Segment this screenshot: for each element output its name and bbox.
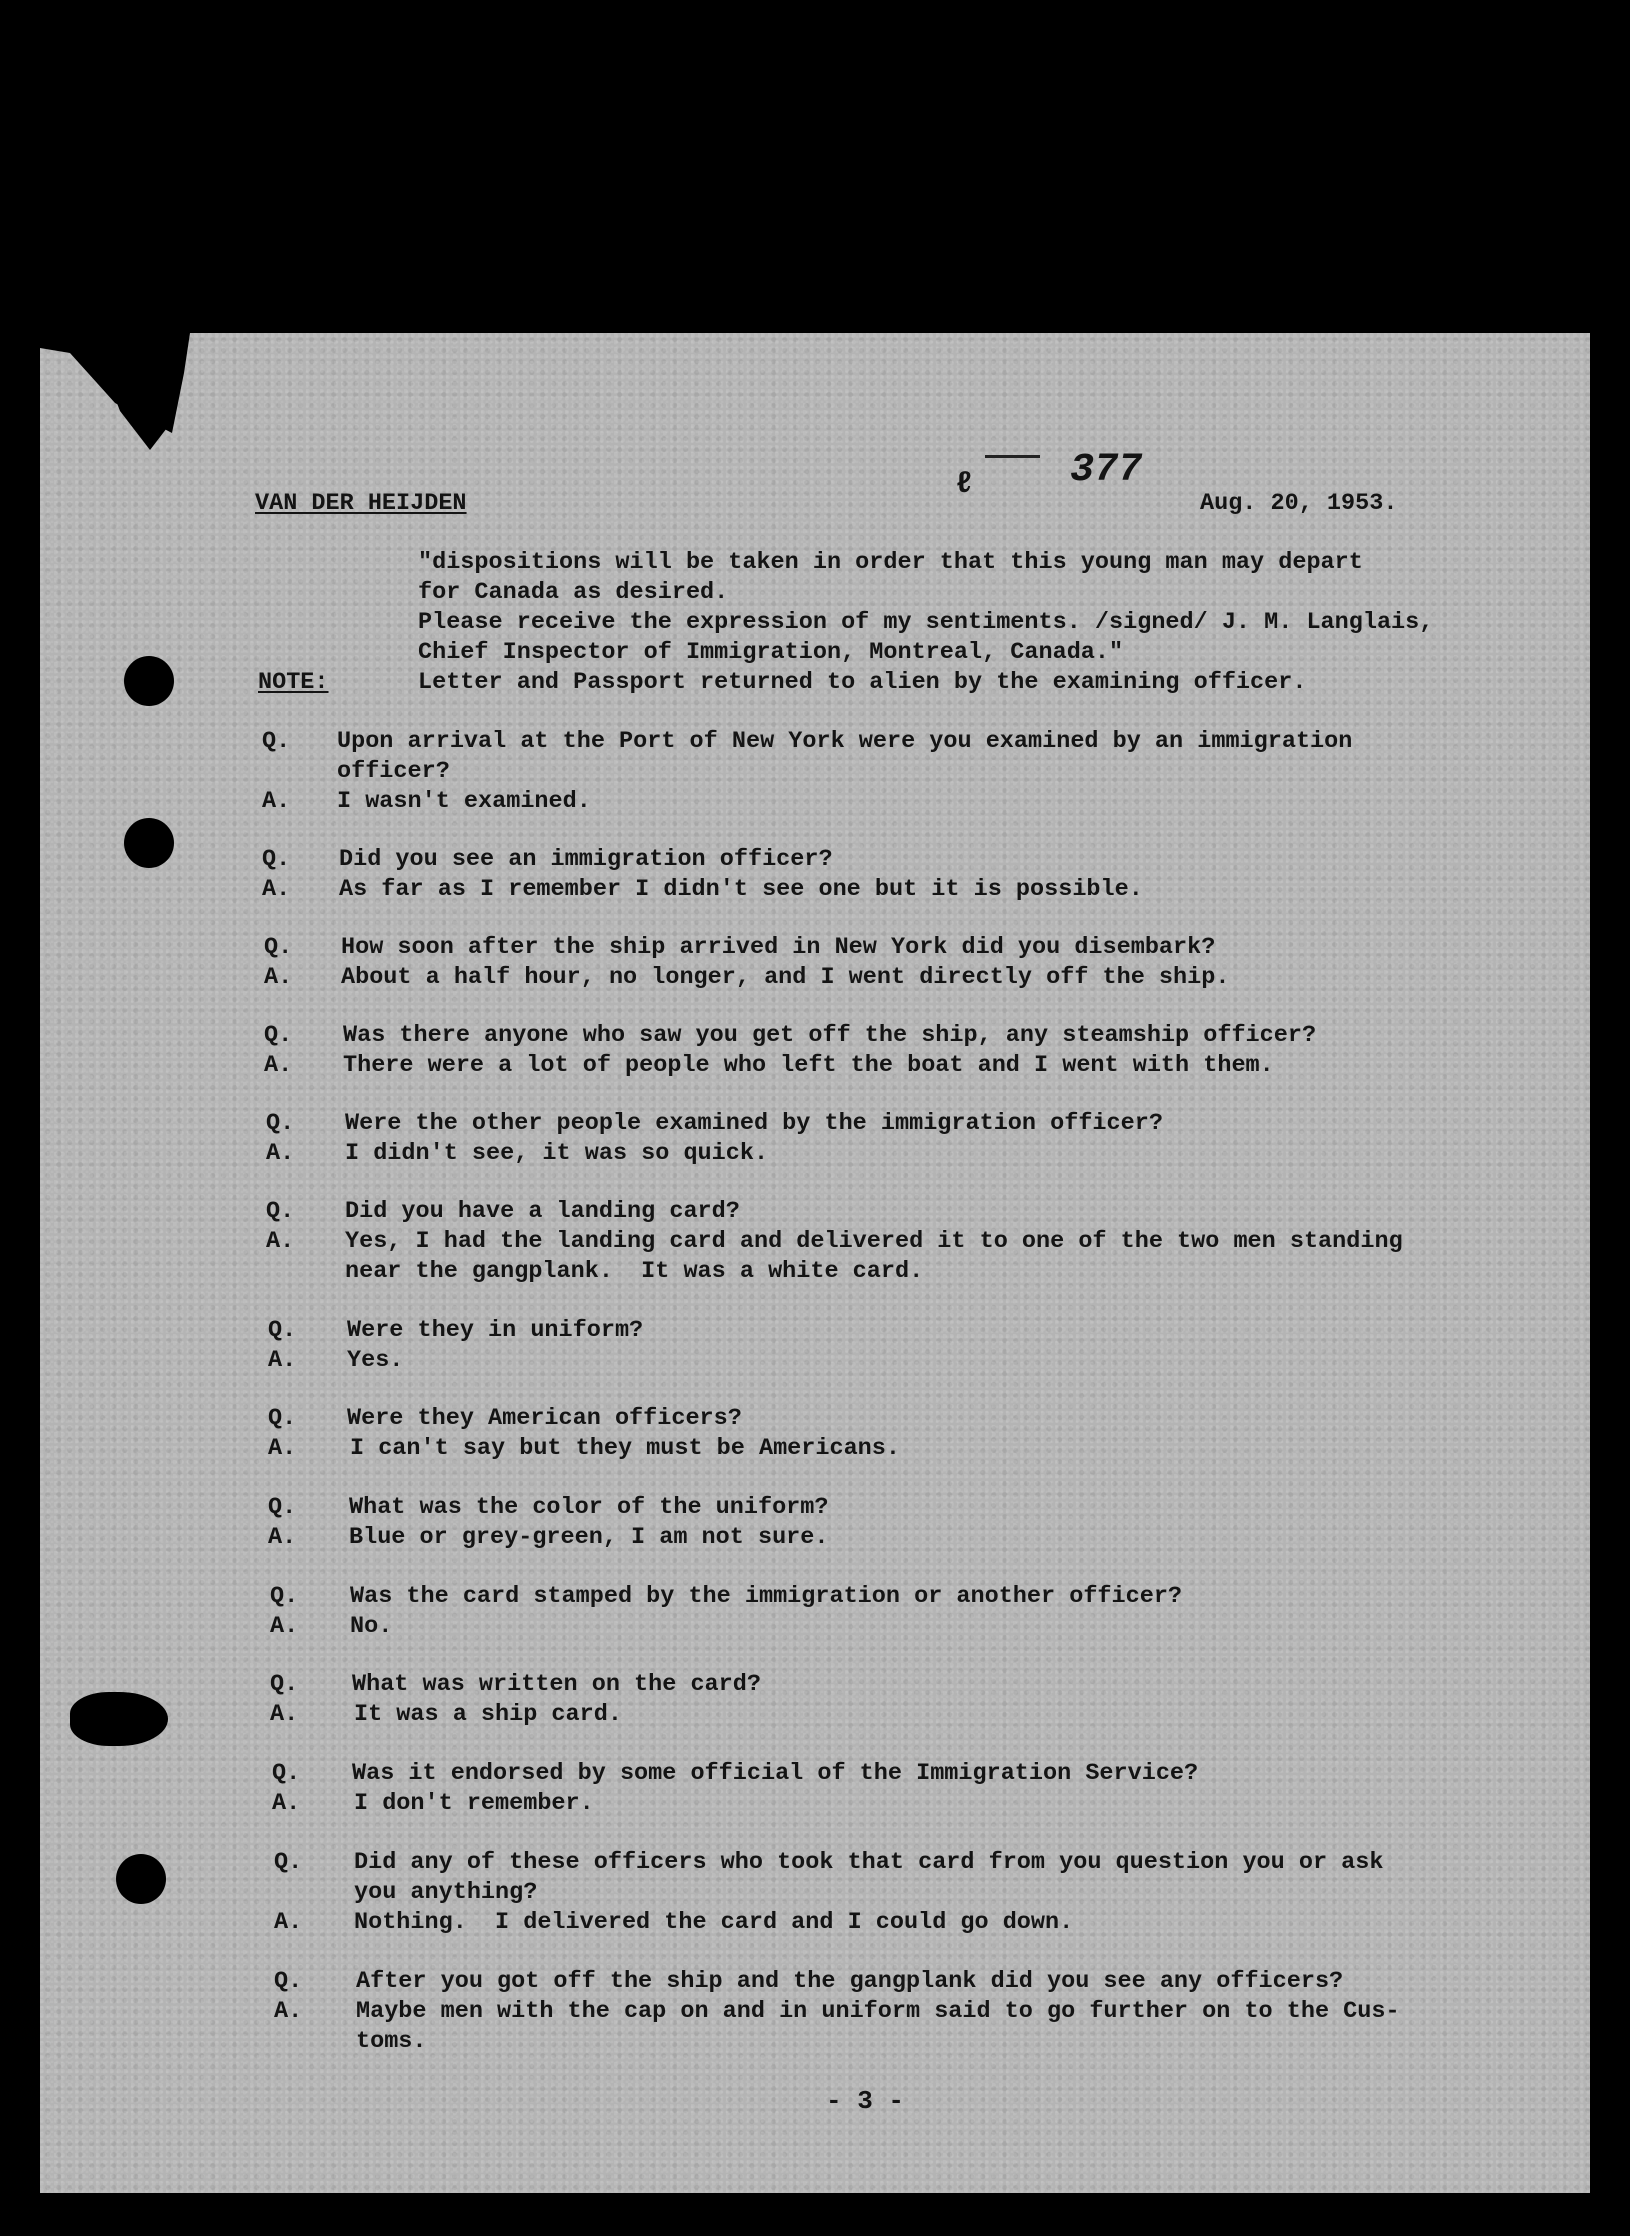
answer-line: Yes. bbox=[347, 1347, 404, 1374]
note-label: NOTE: bbox=[258, 669, 329, 696]
question-line: How soon after the ship arrived in New York did you disembark? bbox=[341, 934, 1216, 961]
binder-mark bbox=[70, 1692, 168, 1746]
a-label: A. bbox=[262, 876, 291, 903]
note-text: Letter and Passport returned to alien by the examining officer. bbox=[418, 669, 1307, 696]
a-label: A. bbox=[268, 1435, 297, 1462]
question-line: What was written on the card? bbox=[352, 1671, 761, 1698]
answer-line: Blue or grey-green, I am not sure. bbox=[349, 1524, 829, 1551]
q-label: Q. bbox=[264, 1022, 293, 1049]
question-line: Upon arrival at the Port of New York were you examined by an immigration bbox=[337, 728, 1353, 755]
question-line: Did any of these officers who took that card from you question you or ask bbox=[354, 1849, 1384, 1876]
a-label: A. bbox=[266, 1140, 295, 1167]
answer-line: Yes, I had the landing card and delivered it to one of the two men standing bbox=[345, 1228, 1403, 1255]
question-line: Did you see an immigration officer? bbox=[339, 846, 833, 873]
question-line: Was the card stamped by the immigration or another officer? bbox=[350, 1583, 1183, 1610]
question-line: officer? bbox=[337, 758, 450, 785]
question-line: What was the color of the uniform? bbox=[349, 1494, 829, 1521]
a-label: A. bbox=[264, 964, 293, 991]
q-label: Q. bbox=[272, 1760, 301, 1787]
q-label: Q. bbox=[268, 1405, 297, 1432]
question-line: Were they American officers? bbox=[347, 1405, 742, 1432]
q-label: Q. bbox=[270, 1583, 299, 1610]
letter-line: Please receive the expression of my sentiments. /signed/ J. M. Langlais, bbox=[418, 609, 1434, 636]
punch-hole bbox=[124, 818, 174, 868]
question-line: Were they in uniform? bbox=[347, 1317, 644, 1344]
answer-line: Nothing. I delivered the card and I could go down. bbox=[354, 1909, 1074, 1936]
question-line: Was there anyone who saw you get off the ship, any steamship officer? bbox=[343, 1022, 1317, 1049]
stamp-mark: ℓ bbox=[955, 468, 974, 502]
question-line: Did you have a landing card? bbox=[345, 1198, 740, 1225]
answer-line: near the gangplank. It was a white card. bbox=[345, 1258, 924, 1285]
subject-name: VAN DER HEIJDEN bbox=[255, 490, 467, 517]
answer-line: I can't say but they must be Americans. bbox=[350, 1435, 900, 1462]
letter-line: "dispositions will be taken in order that this young man may depart bbox=[418, 549, 1363, 576]
answer-line: I wasn't examined. bbox=[337, 788, 591, 815]
a-label: A. bbox=[270, 1613, 299, 1640]
q-label: Q. bbox=[274, 1968, 303, 1995]
question-line: Was it endorsed by some official of the Immigration Service? bbox=[352, 1760, 1199, 1787]
answer-line: There were a lot of people who left the boat and I went with them. bbox=[343, 1052, 1274, 1079]
q-label: Q. bbox=[264, 934, 293, 961]
a-label: A. bbox=[262, 788, 291, 815]
q-label: Q. bbox=[274, 1849, 303, 1876]
question-line: you anything? bbox=[354, 1879, 538, 1906]
answer-line: It was a ship card. bbox=[354, 1701, 622, 1728]
question-line: After you got off the ship and the gangplank did you see any officers? bbox=[356, 1968, 1344, 1995]
answer-line: I didn't see, it was so quick. bbox=[345, 1140, 769, 1167]
a-label: A. bbox=[268, 1524, 297, 1551]
q-label: Q. bbox=[266, 1110, 295, 1137]
stamp-number: 377 bbox=[1070, 448, 1143, 493]
punch-hole bbox=[124, 656, 174, 706]
q-label: Q. bbox=[268, 1494, 297, 1521]
q-label: Q. bbox=[268, 1317, 297, 1344]
punch-hole bbox=[116, 1854, 166, 1904]
document-date: Aug. 20, 1953. bbox=[1200, 490, 1398, 517]
a-label: A. bbox=[270, 1701, 299, 1728]
answer-line: About a half hour, no longer, and I went directly off the ship. bbox=[341, 964, 1230, 991]
stamp-dash bbox=[985, 455, 1040, 458]
answer-line: Maybe men with the cap on and in uniform said to go further on to the Cus- bbox=[356, 1998, 1400, 2025]
question-line: Were the other people examined by the immigration officer? bbox=[345, 1110, 1163, 1137]
page-number: - 3 - bbox=[826, 2086, 905, 2116]
a-label: A. bbox=[266, 1228, 295, 1255]
answer-line: toms. bbox=[356, 2028, 427, 2055]
letter-line: for Canada as desired. bbox=[418, 579, 729, 606]
q-label: Q. bbox=[262, 846, 291, 873]
a-label: A. bbox=[272, 1790, 301, 1817]
answer-line: I don't remember. bbox=[354, 1790, 594, 1817]
a-label: A. bbox=[274, 1998, 303, 2025]
answer-line: No. bbox=[350, 1613, 393, 1640]
letter-line: Chief Inspector of Immigration, Montreal, Canada." bbox=[418, 639, 1124, 666]
q-label: Q. bbox=[266, 1198, 295, 1225]
q-label: Q. bbox=[262, 728, 291, 755]
a-label: A. bbox=[264, 1052, 293, 1079]
a-label: A. bbox=[268, 1347, 297, 1374]
a-label: A. bbox=[274, 1909, 303, 1936]
q-label: Q. bbox=[270, 1671, 299, 1698]
answer-line: As far as I remember I didn't see one but it is possible. bbox=[339, 876, 1143, 903]
